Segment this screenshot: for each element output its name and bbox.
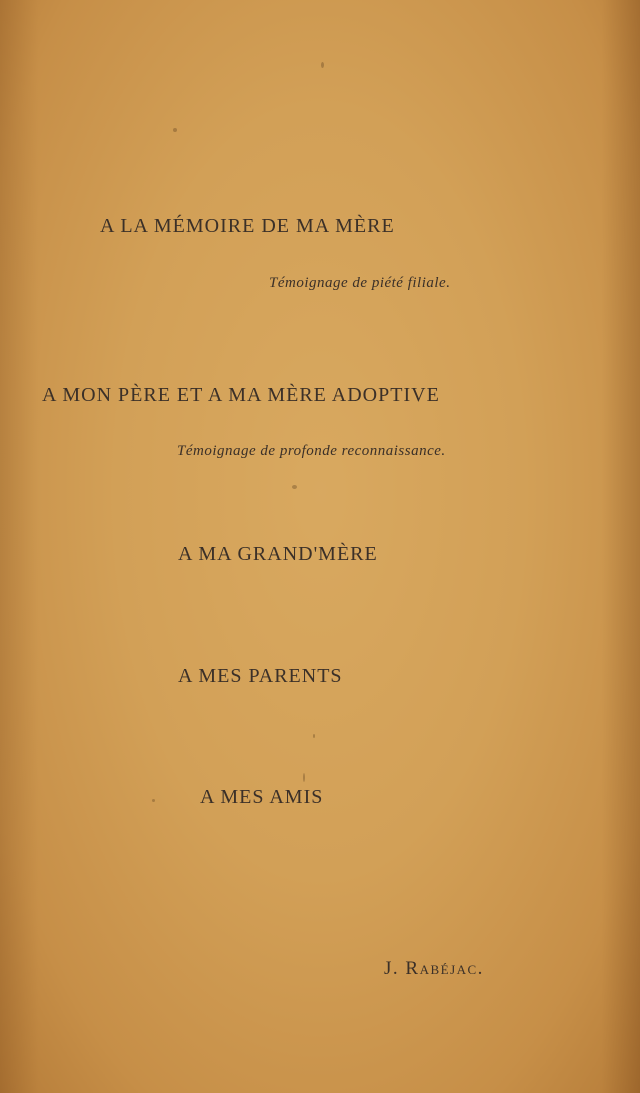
paper-speck <box>152 799 155 802</box>
paper-speck <box>321 62 324 68</box>
dedication-parents-adoptive-title: A MON PÈRE ET A MA MÈRE ADOPTIVE <box>42 384 440 406</box>
paper-speck <box>292 485 297 489</box>
dedication-mother-title: A LA MÉMOIRE DE MA MÈRE <box>100 215 395 237</box>
paper-speck <box>313 734 315 738</box>
paper-speck <box>303 773 305 782</box>
author-signature: J. Rabéjac. <box>384 958 484 979</box>
dedication-relatives-title: A MES PARENTS <box>178 665 343 687</box>
dedication-friends-title: A MES AMIS <box>200 786 324 808</box>
dedication-mother-subtitle: Témoignage de piété filiale. <box>269 275 451 291</box>
dedication-parents-adoptive-subtitle: Témoignage de profonde reconnaissance. <box>177 443 446 459</box>
dedication-grandmother-title: A MA GRAND'MÈRE <box>178 543 378 565</box>
paper-speck <box>173 128 177 132</box>
